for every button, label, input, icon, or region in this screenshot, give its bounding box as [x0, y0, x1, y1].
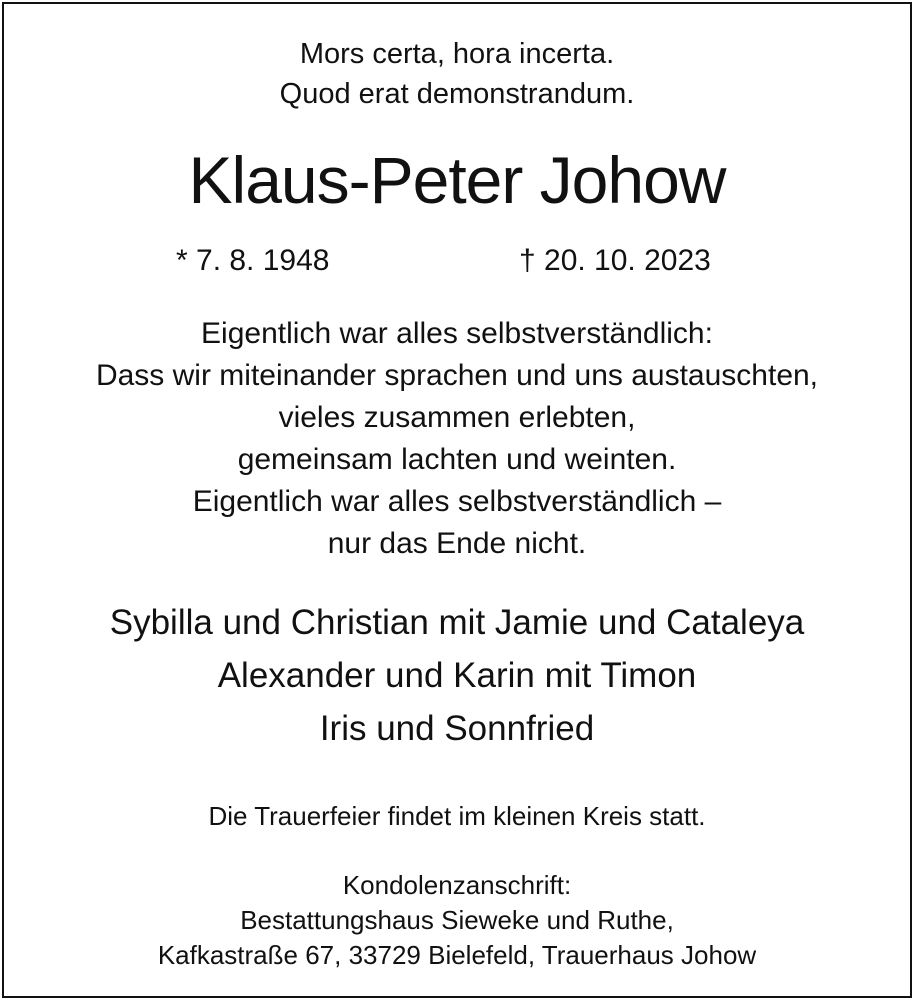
- mourner-line: Alexander und Karin mit Timon: [217, 656, 697, 695]
- condolence-address-2: Kafkastraße 67, 33729 Bielefeld, Trauerhaus Johow: [157, 940, 757, 970]
- condolence-heading: Kondolenzanschrift:: [342, 870, 572, 900]
- poem-line: Eigentlich war alles selbstverständlich –: [192, 485, 722, 518]
- poem-line: nur das Ende nicht.: [327, 527, 587, 560]
- poem-line: Eigentlich war alles selbstverständlich:: [201, 317, 713, 350]
- condolence-address-1: Bestattungshaus Sieweke und Ruthe,: [240, 905, 674, 935]
- poem-line: vieles zusammen erlebten,: [278, 401, 636, 434]
- deceased-name: Klaus-Peter Johow: [188, 143, 726, 217]
- mourner-line: Sybilla und Christian mit Jamie und Cataleya: [109, 603, 805, 642]
- funeral-note: Die Trauerfeier findet im kleinen Kreis statt.: [208, 801, 706, 831]
- obituary-frame: [2, 2, 912, 998]
- birth-date: * 7. 8. 1948: [176, 244, 330, 277]
- poem-line: gemeinsam lachten und weinten.: [237, 443, 677, 476]
- motto-line-1: Mors certa, hora incerta.: [299, 38, 615, 70]
- death-date: † 20. 10. 2023: [519, 244, 711, 277]
- motto-line-2: Quod erat demonstrandum.: [279, 78, 635, 110]
- poem-line: Dass wir miteinander sprachen und uns austauschten,: [95, 359, 819, 392]
- mourner-line: Iris und Sonnfried: [319, 709, 595, 748]
